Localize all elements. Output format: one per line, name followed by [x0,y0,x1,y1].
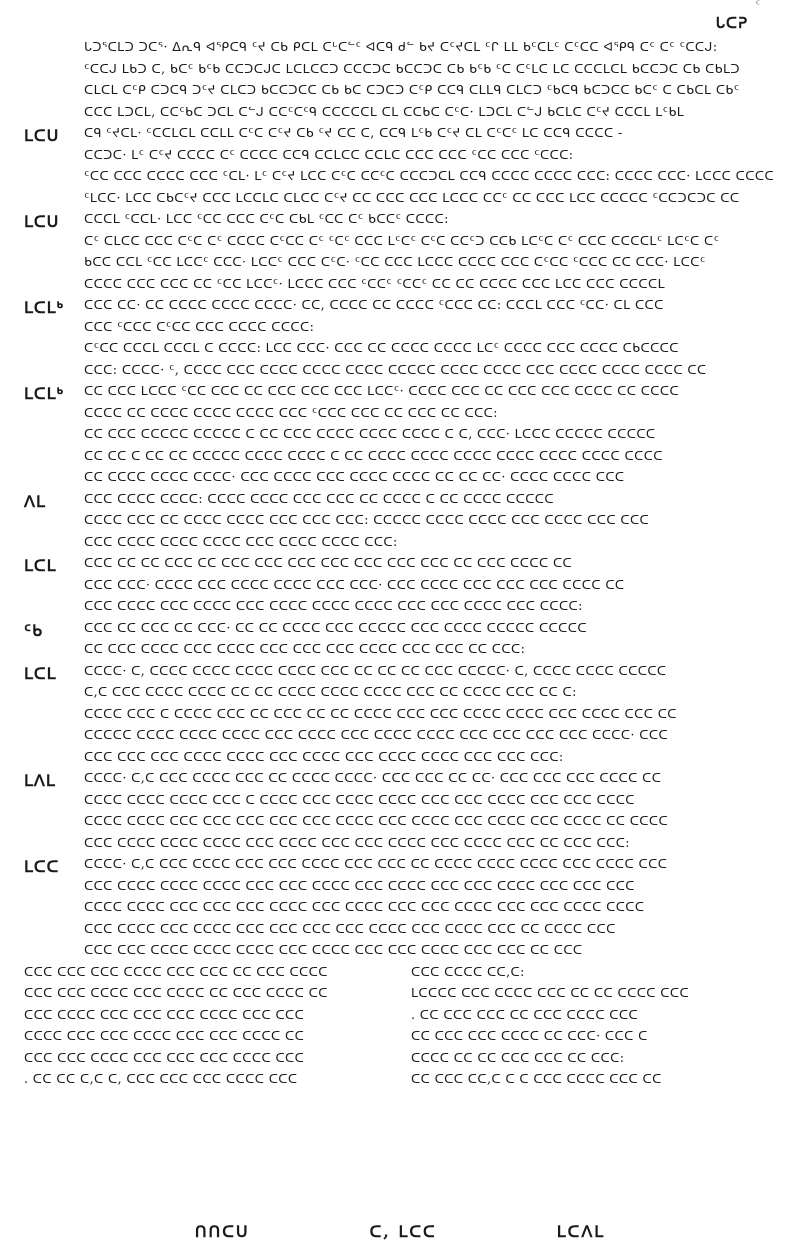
paragraph-lines [84,122,776,208]
section-marker: ᒪᐱᒪ [24,771,56,790]
text-line: ᑦᑕᑕ ᑕᑕᑕ ᑕᑕᑕᑕ ᑕᑕᑕ ᑦᑕᒪ· ᒪᑦ ᑕᑦᔪ ᒪᑕᑕ ᑕᑦᑕ ᑕᑕᑦᑕ ᑕᑕᑕᑐᑕᒪ ᑕᑕᑫ ᑕᑕᑕᑕ ᑕᑕᑕᑕ ᑕᑕᑕ: ᑕᑕᑕᑕ ᑕᑕᑕ· ᒪᑕᑕᑕ ᑕᑕᑕᑕ [84,168,775,183]
text-line: ᑕᑕᑕᑕ ᑕᑕᑕᑕ ᑕᑕᑕ ᑕᑕᑕ ᑕᑕᑕ ᑕᑕᑕᑕ ᑕᑕᑕ ᑕᑕᑕᑕ ᑕᑕᑕ ᑕᑕᑕ ᑕᑕᑕᑕ ᑕᑕᑕ ᑕᑕᑕ ᑕᑕᑕᑕ ᑕᑕᑕᑕ [84,899,645,914]
text-line: ᑕᑕᑕᑕ· ᑕ, ᑕᑕᑕᑕ ᑕᑕᑕᑕ ᑕᑕᑕᑕ ᑕᑕᑕᑕ ᑕᑕᑕ ᑕᑕ ᑕᑕ ᑕᑕ ᑕᑕᑕ ᑕᑕᑕᑕᑕ· ᑕ, ᑕᑕᑕᑕ ᑕᑕᑕᑕ ᑕᑕᑕᑕᑕ [84,662,667,678]
section-marker: ᒪᑕᑕ [24,857,60,876]
body-text [24,36,776,1090]
text-line: ᑕᑕᑕᑕ ᑕᑕ ᑕᑕ ᑕᑕᑕ ᑕᑕᑕ ᑕᑕ ᑕᑕᑕ: [411,1049,625,1065]
text-line: ᑕᑕᑕ ᑕᑕ· ᑕᑕ ᑕᑕᑕᑕ ᑕᑕᑕᑕ ᑕᑕᑕᑕ· ᑕᑕ, ᑕᑕᑕᑕ ᑕᑕ ᑕᑕᑕᑕ ᑦᑕᑕᑕ ᑕᑕ: ᑕᑕᑕᒪ ᑕᑕᑕ ᑦᑕᑕ· ᑕᒪ ᑕᑕᑕ [84,297,664,312]
text-line: ᑕᑕ ᑕᑕᑕᑕ ᑕᑕᑕᑕ ᑕᑕᑕᑕ· ᑕᑕᑕ ᑕᑕᑕᑕ ᑕᑕᑕ ᑕᑕᑕᑕ ᑕᑕᑕᑕ ᑕᑕ ᑕᑕ ᑕᑕ· ᑕᑕᑕᑕ ᑕᑕᑕᑕ ᑕᑕᑕ [84,469,625,484]
footer-right: ᒪᑕᐱᒪ [556,1222,606,1241]
section-marker: ᑦᑲ [24,620,43,640]
text-line: ᑕᑕᑕ ᑕᑕᑕᑕ ᑕᑕᑕ ᑕᑕᑕ ᑕᑕᑕ ᑕᑕᑕᑕ ᑕᑕᑕ ᑕᑕᑕ [24,1006,305,1022]
section-marker: ᒪᑕᒪ [24,556,57,575]
text-line: ᑕᑕᑕ ᑕᑕᑕᑕ ᑕᑕᑕ ᑕᑕᑕᑕ ᑕᑕᑕ ᑕᑕᑕ ᑕᑕᑕ ᑕᑕᑕ ᑕᑕᑕᑕ ᑕᑕᑕ ᑕᑕᑕᑕ ᑕᑕᑕ ᑕᑕ ᑕᑕᑕᑕ ᑕᑕᑕ [84,920,616,936]
text-line: ᑕᒪᑕᒪ ᑕᑦᑭ ᑕᑐᑕᑫ ᑐᑦᔪ ᑕᒪᑕᑐ ᑲᑕᑕᑐᑕᑕ ᑕᑲ ᑲᑕ ᑕᑐᑕᑐ ᑕᑦᑭ ᑕᑕᑫ ᑕᒪᒪᑫ ᑕᒪᑕᑐ ᑦᑲᑕᑫ ᑲᑕᑐᑕᑕ ᑲᑕᑦ ᑕ ᑕᑲᑕᒪ ᑕᑲᑦ [84,82,740,97]
paragraph-lines [84,767,776,853]
footer-center: ᑕ, ᒪᑕᑕ [369,1222,437,1241]
paragraph [24,660,776,768]
text-line: ᑕᑕᑕᒪ ᑦᑕᑕᒪ· ᒪᑕᑕ ᑦᑕᑕ ᑕᑕᑕ ᑕᑦᑕ ᑕᑲᒪ ᑦᑕᑕ ᑕᑦ ᑲᑕᑕᑦ ᑕᑕᑕᑕ: [84,211,449,226]
text-line: ᑕᑕᑕ ᑕᑕᑕ ᑕᑕᑕ ᑕᑕᑕᑕ ᑕᑕᑕ ᑕᑕᑕ ᑕᑕ ᑕᑕᑕ ᑕᑕᑕᑕ [24,963,328,979]
text-line: . ᑕᑕ ᑕᑕᑕ ᑕᑕᑕ ᑕᑕ ᑕᑕᑕ ᑕᑕᑕᑕ ᑕᑕᑕ [411,1006,639,1022]
column-left [24,961,389,1090]
text-line: ᑕᑕᑕᑕ· ᑕ,ᑕ ᑕᑕᑕ ᑕᑕᑕᑕ ᑕᑕᑕ ᑕᑕ ᑕᑕᑕᑕ ᑕᑕᑕᑕ· ᑕᑕᑕ ᑕᑕᑕ ᑕᑕ ᑕᑕ· ᑕᑕᑕ ᑕᑕᑕ ᑕᑕᑕ ᑕᑕᑕᑕ ᑕᑕ [84,770,662,785]
text-line: ᑕᑕ ᑕᑕᑕ ᑕᑕᑕ ᑕᑕᑕᑕ ᑕᑕ ᑕᑕᑕ· ᑕᑕᑕ ᑕ [411,1028,648,1043]
column-right [411,961,776,1090]
paragraph-lines [84,36,776,122]
text-line: ᑕᑕᑕ ᑕᑕ ᑕᑕ ᑕᑕᑕ ᑕᑕ ᑕᑕᑕ ᑕᑕᑕ ᑕᑕᑕ ᑕᑕᑕ ᑕᑕᑕ ᑕᑕᑕ ᑕᑕᑕ ᑕᑕ ᑕᑕᑕ ᑕᑕᑕᑕ ᑕᑕ [84,555,573,570]
paragraph [24,488,776,553]
text-line: ᑕᑕᑕ ᑕᑕᑕ ᑕᑕᑕᑕ ᑕᑕᑕᑕ ᑕᑕᑕᑕ ᑕᑕᑕ ᑕᑕᑕᑕ ᑕᑕᑕ ᑕᑕᑕ ᑕᑕᑕᑕ ᑕᑕᑕ ᑕᑕᑕ ᑕᑕ ᑕᑕᑕ [84,942,583,957]
text-line: . ᑕᑕ ᑕᑕ ᑕ,ᑕ ᑕ, ᑕᑕᑕ ᑕᑕᑕ ᑕᑕᑕ ᑕᑕᑕᑕ ᑕᑕᑕ [24,1071,298,1086]
paragraph-lines [84,294,776,380]
text-line: ᑕᑕᑐᑕ· ᒪᑦ ᑕᑦᔪ ᑕᑕᑕᑕ ᑕᑦ ᑕᑕᑕᑕ ᑕᑕᑫ ᑕᑕᒪᑕᑕ ᑕᑕᒪᑕ ᑕᑕᑕ ᑕᑕᑕ ᑦᑕᑕ ᑕᑕᑕ ᑦᑕᑕᑕ: [84,146,574,162]
text-line: ᑕᑕᑕ ᑕᑕᑕ ᑕᑕᑕ ᑕᑕᑕᑕ ᑕᑕᑕᑕ ᑕᑕᑕ ᑕᑕᑕᑕ ᑕᑕᑕ ᑕᑕᑕᑕ ᑕᑕᑕᑕ ᑕᑕᑕ ᑕᑕᑕ ᑕᑕᑕ: [84,748,564,764]
text-line: ᑕᑕᑕᑕ ᑕᑕᑕᑕ ᑕᑕᑕᑕ ᑕᑕᑕ ᑕ ᑕᑕᑕᑕ ᑕᑕᑕ ᑕᑕᑕᑕ ᑕᑕᑕᑕ ᑕᑕᑕ ᑕᑕᑕ ᑕᑕᑕᑕ ᑕᑕᑕ ᑕᑕᑕ ᑕᑕᑕᑕ [84,791,635,807]
paragraph [24,36,776,122]
text-line: ᑦᒪᑕᑕ· ᒪᑕᑕ ᑕᑲᑕᑦᔪ ᑕᑕᑕ ᒪᑕᑕᒪᑕ ᑕᒪᑕᑕ ᑕᑦᔪ ᑕᑕ ᑕᑕᑕ ᑕᑕᑕ ᒪᑕᑕᑕ ᑕᑕᑦ ᑕᑕ ᑕᑕᑕ ᒪᑕᑕ ᑕᑕᑕᑕᑕ ᑦᑕᑕᑐᑕᑐᑕ ᑕᑕ [84,189,740,205]
text-line: ᑕᑫ ᑦᔪᑕᒪ· ᑦᑕᑕᒪᑕᒪ ᑕᑕᒪᒪ ᑕᑦᑕ ᑕᑦᔪ ᑕᑲ ᑦᔪ ᑕᑕ ᑕ, ᑕᑕᑫ ᒪᑦᑲ ᑕᑦᔪ ᑕᒪ ᑕᑦᑕᑦ ᒪᑕ ᑕᑕᑫ ᑕᑕᑕᑕ - [84,125,623,140]
paragraph [24,552,776,617]
text-line: ᑕᑕᑕ ᑕᑕᑕᑕ ᑕᑕᑕ ᑕᑕᑕᑕ ᑕᑕᑕ ᑕᑕᑕᑕ ᑕᑕᑕᑕ ᑕᑕᑕᑕ ᑕᑕᑕ ᑕᑕᑕ ᑕᑕᑕᑕ ᑕᑕᑕ ᑕᑕᑕᑕ: [84,598,583,613]
paragraph-lines [84,380,776,488]
paragraph [24,380,776,488]
text-line: ᑕᑕᑕᑕ ᑕᑕᑕᑕ ᑕᑕᑕ ᑕᑕᑕ ᑕᑕᑕ ᑕᑕᑕ ᑕᑕᑕ ᑕᑕᑕᑕ ᑕᑕᑕ ᑕᑕᑕᑕ ᑕᑕᑕ ᑕᑕᑕᑕ ᑕᑕᑕ ᑕᑕᑕᑕ ᑕᑕ ᑕᑕᑕᑕ [84,813,669,828]
section-marker: ᒪᑕᑌ [24,126,60,145]
text-line: ᑕᑕᑕᑕ· ᑕ,ᑕ ᑕᑕᑕ ᑕᑕᑕᑕ ᑕᑕᑕ ᑕᑕᑕ ᑕᑕᑕᑕ ᑕᑕᑕ ᑕᑕᑕ ᑕᑕ ᑕᑕᑕᑕ ᑕᑕᑕᑕ ᑕᑕᑕᑕ ᑕᑕᑕ ᑕᑕᑕᑕ ᑕᑕᑕ [84,856,668,871]
paragraph-lines [84,853,776,961]
text-line: ᑕ,ᑕ ᑕᑕᑕ ᑕᑕᑕᑕ ᑕᑕᑕᑕ ᑕᑕ ᑕᑕ ᑕᑕᑕᑕ ᑕᑕᑕᑕ ᑕᑕᑕᑕ ᑕᑕᑕ ᑕᑕ ᑕᑕᑕᑕ ᑕᑕᑕ ᑕᑕ ᑕ: [84,684,577,699]
text-line: ᑕᑕ ᑕᑕᑕ ᑕᑕ,ᑕ ᑕ ᑕ ᑕᑕᑕ ᑕᑕᑕᑕ ᑕᑕᑕ ᑕᑕ [411,1071,662,1086]
text-line: ᒐᑐᕐᑕᒪᑐ ᑐᑕᕐ· ᐃᕆᑫ ᐊᕿᑕᑫ ᑦᔪ ᑕᑲ ᑭᑕᒪ ᑕᒡᑕᓪᑦ ᐊᑕᑫ ᑯᓪ ᑲᔪ ᑕᑦᔪᑕᒪ ᑦᒋ ᒪᒪ ᑲᑦᑕᒪᑦ ᑕᑦᑕᑕ ᐊᕿᑫ ᑕᑦ ᑕᑦ ᑦᑕᑕᒍ: [84,39,718,54]
paragraph [24,122,776,208]
text-line: ᒪᑕᑕᑕᑕ ᑕᑕᑕ ᑕᑕᑕᑕ ᑕᑕᑕ ᑕᑕ ᑕᑕ ᑕᑕᑕᑕ ᑕᑕᑕ [411,985,690,1000]
section-marker: ᒪᑕᑌ [24,212,60,231]
section-marker: ᒪᑕᒪᒃ [24,384,65,403]
text-line: ᑕᑕᑕ: ᑕᑕᑕᑕ· ᑦ, ᑕᑕᑕᑕ ᑕᑕᑕ ᑕᑕᑕᑕ ᑕᑕᑕᑕ ᑕᑕᑕᑕ ᑕᑕᑕᑕᑕ ᑕᑕᑕᑕ ᑕᑕᑕᑕ ᑕᑕᑕ ᑕᑕᑕᑕ ᑕᑕᑕᑕ ᑕᑕᑕᑕ ᑕᑕ [84,361,707,377]
text-line: ᑕᑦᑕᑕ ᑕᑕᑕᒪ ᑕᑕᑕᒪ ᑕ ᑕᑕᑕᑕ: ᒪᑕᑕ ᑕᑕᑕ· ᑕᑕᑕ ᑕᑕ ᑕᑕᑕᑕ ᑕᑕᑕᑕ ᒪᑕᑦ ᑕᑕᑕᑕ ᑕᑕᑕ ᑕᑕᑕᑕ ᑕᑲᑕᑕᑕᑕ [84,340,679,355]
text-line: ᑕᑕᑕ ᑕᑕᑕᑕ ᑕᑕᑕᑕ ᑕᑕᑕᑕ ᑕᑕᑕ ᑕᑕᑕᑕ ᑕᑕᑕ ᑕᑕᑕ ᑕᑕᑕᑕ ᑕᑕᑕ ᑕᑕᑕᑕ ᑕᑕᑕ ᑕᑕ ᑕᑕᑕ ᑕᑕᑕ: [84,834,630,850]
corner-mark: ᑦ [755,0,760,11]
paragraph [24,853,776,961]
footer-left: ᑎᑎᑕᑌ [194,1222,250,1241]
paragraph [24,767,776,853]
text-line: ᑕᑕᑕᑕ ᑕᑕᑕ ᑕ ᑕᑕᑕᑕ ᑕᑕᑕ ᑕᑕ ᑕᑕᑕ ᑕᑕ ᑕᑕ ᑕᑕᑕᑕ ᑕᑕᑕ ᑕᑕᑕ ᑕᑕᑕᑕ ᑕᑕᑕᑕ ᑕᑕᑕ ᑕᑕᑕᑕ ᑕᑕᑕ ᑕᑕ [84,705,677,721]
paragraph-lines [84,617,776,660]
paragraph-lines [84,208,776,294]
text-line: ᑕᑕᑕ ᑕᑕᑕ· ᑕᑕᑕᑕ ᑕᑕᑕ ᑕᑕᑕᑕ ᑕᑕᑕᑕ ᑕᑕᑕ ᑕᑕᑕ· ᑕᑕᑕ ᑕᑕᑕᑕ ᑕᑕᑕ ᑕᑕᑕ ᑕᑕᑕ ᑕᑕᑕᑕ ᑕᑕ [84,576,625,592]
text-line: ᑕᑕᑕ ᑕᑕᑕᑕ ᑕᑕᑕᑕ: ᑕᑕᑕᑕ ᑕᑕᑕᑕ ᑕᑕᑕ ᑕᑕᑕ ᑕᑕ ᑕᑕᑕᑕ ᑕ ᑕᑕ ᑕᑕᑕᑕ ᑕᑕᑕᑕᑕ [84,490,554,506]
paragraph [24,208,776,294]
page-footer [0,1222,800,1241]
two-column-block [24,961,776,1090]
text-line: ᑕᑕ ᑕᑕᑕ ᑕᑕᑕᑕ ᑕᑕᑕ ᑕᑕᑕᑕ ᑕᑕᑕ ᑕᑕᑕ ᑕᑕᑕ ᑕᑕᑕᑕ ᑕᑕᑕ ᑕᑕᑕ ᑕᑕ ᑕᑕᑕ: [84,641,526,656]
text-line: ᑕᑕᑕ ᑕᑕᑕ ᑕᑕᑕᑕ ᑕᑕᑕ ᑕᑕᑕ ᑕᑕᑕ ᑕᑕᑕᑕ ᑕᑕᑕ [24,1049,305,1065]
paragraph [24,617,776,660]
text-line: ᑕᑦ ᑕᒪᑕᑕ ᑕᑕᑕ ᑕᑦᑕ ᑕᑦ ᑕᑕᑕᑕ ᑕᑦᑕᑕ ᑕᑦ ᑦᑕᑦ ᑕᑕᑕ ᒪᑦᑕᑦ ᑕᑦᑕ ᑕᑕᑦᑐ ᑕᑕᑲ ᒪᑕᑦᑕ ᑕᑦ ᑕᑕᑕ ᑕᑕᑕᑕᒪᑦ ᒪᑕᑦᑕ ᑕᑦ [84,232,720,248]
text-line: ᑕᑕᑕ ᑕᑕᑕᑕ ᑕᑕᑕᑕ ᑕᑕᑕᑕ ᑕᑕᑕ ᑕᑕᑕᑕ ᑕᑕᑕᑕ ᑕᑕᑕ: [84,533,398,549]
paragraph-lines [84,552,776,617]
text-line: ᑦᑕᑕᒍ ᒪᑲᑐ ᑕ, ᑲᑕᑦ ᑲᑦᑲ ᑕᑕᑐᑕᒍᑕ ᒪᑕᒪᑕᑕᑐ ᑕᑕᑕᑐᑕ ᑲᑕᑕᑐᑕ ᑕᑲ ᑲᑦᑲ ᑦᑕ ᑕᑦᒪᑕ ᒪᑕ ᑕᑕᑕᒪᑕᒪ ᑲᑕᑕᑐᑕ ᑕᑲ ᑕᑲᒪᑐ [84,60,741,76]
text-line: ᑕᑕᑕᑕᑕ ᑕᑕᑕᑕ ᑕᑕᑕᑕ ᑕᑕᑕᑕ ᑕᑕᑕ ᑕᑕᑕᑕ ᑕᑕᑕ ᑕᑕᑕᑕ ᑕᑕᑕᑕ ᑕᑕᑕ ᑕᑕᑕ ᑕᑕᑕ ᑕᑕᑕ ᑕᑕᑕᑕ· ᑕᑕᑕ [84,727,669,742]
paragraph [24,294,776,380]
text-line: ᑕᑕᑕ ᑕᑕᑕᑕ ᑕᑕ,ᑕ: [411,963,525,979]
text-line: ᑕᑕᑕ ᑕᑕᑕᑕ ᑕᑕᑕᑕ ᑕᑕᑕᑕ ᑕᑕᑕ ᑕᑕᑕ ᑕᑕᑕᑕ ᑕᑕᑕ ᑕᑕᑕᑕ ᑕᑕᑕ ᑕᑕᑕ ᑕᑕᑕᑕ ᑕᑕᑕ ᑕᑕᑕ ᑕᑕᑕ [84,877,635,893]
text-line: ᑕᑕ ᑕᑕ ᑕ ᑕᑕ ᑕᑕ ᑕᑕᑕᑕᑕ ᑕᑕᑕᑕ ᑕᑕᑕᑕ ᑕ ᑕᑕ ᑕᑕᑕᑕ ᑕᑕᑕᑕ ᑕᑕᑕᑕ ᑕᑕᑕᑕ ᑕᑕᑕᑕ ᑕᑕᑕᑕ ᑕᑕᑕᑕ [84,447,663,463]
text-line: ᑕᑕ ᑕᑕᑕ ᒪᑕᑕᑕ ᑦᑕᑕ ᑕᑕᑕ ᑕᑕ ᑕᑕᑕ ᑕᑕᑕ ᑕᑕᑕ ᒪᑕᑕᑦ· ᑕᑕᑕᑕ ᑕᑕᑕ ᑕᑕ ᑕᑕᑕ ᑕᑕᑕ ᑕᑕᑕᑕ ᑕᑕ ᑕᑕᑕᑕ [84,383,680,398]
section-marker: ᒪᑕᒪ [24,663,57,683]
paragraph-lines [84,660,776,768]
text-line: ᑕᑕᑕ ᑕᑕᑕ ᑕᑕᑕᑕ ᑕᑕᑕ ᑕᑕᑕᑕ ᑕᑕ ᑕᑕᑕ ᑕᑕᑕᑕ ᑕᑕ [24,985,328,1000]
text-line: ᑕᑕᑕ ᑦᑕᑕᑕ ᑕᑦᑕᑕ ᑕᑕᑕ ᑕᑕᑕᑕ ᑕᑕᑕᑕ: [84,318,315,334]
text-line: ᑕᑕ ᑕᑕᑕ ᑕᑕᑕᑕᑕ ᑕᑕᑕᑕᑕ ᑕ ᑕᑕ ᑕᑕᑕ ᑕᑕᑕᑕ ᑕᑕᑕᑕ ᑕᑕᑕᑕ ᑕ ᑕ, ᑕᑕᑕ· ᒪᑕᑕᑕ ᑕᑕᑕᑕᑕ ᑕᑕᑕᑕᑕ [84,426,656,441]
text-line: ᑲᑕᑕ ᑕᑕᒪ ᑦᑕᑕ ᒪᑕᑕᑦ ᑕᑕᑕ· ᒪᑕᑕᑦ ᑕᑕᑕ ᑕᑦᑕ· ᑦᑕᑕ ᑕᑕᑕ ᒪᑕᑕᑕ ᑕᑕᑕᑕ ᑕᑕᑕ ᑕᑦᑕᑕ ᑦᑕᑕᑕ ᑕᑕ ᑕᑕᑕ· ᒪᑕᑕᑦ [84,254,706,269]
text-line: ᑕᑕᑕᑕ ᑕᑕᑕ ᑕᑕᑕ ᑕᑕ ᑦᑕᑕ ᒪᑕᑕᑦ· ᒪᑕᑕᑕ ᑕᑕᑕ ᑦᑕᑕᑦ ᑦᑕᑕᑦ ᑕᑕ ᑕᑕ ᑕᑕᑕᑕ ᑕᑕᑕ ᒪᑕᑕ ᑕᑕᑕ ᑕᑕᑕᑕᒪ [84,275,666,291]
text-line: ᑕᑕᑕ ᑕᑕ ᑕᑕᑕ ᑕᑕ ᑕᑕᑕ· ᑕᑕ ᑕᑕ ᑕᑕᑕᑕ ᑕᑕᑕ ᑕᑕᑕᑕᑕ ᑕᑕᑕ ᑕᑕᑕᑕ ᑕᑕᑕᑕᑕ ᑕᑕᑕᑕᑕ [84,619,587,635]
section-marker: ᐱᒪ [24,491,46,511]
paragraph-lines [84,488,776,553]
text-line: ᑕᑕᑕᑕ ᑕᑕ ᑕᑕᑕᑕ ᑕᑕᑕᑕ ᑕᑕᑕᑕ ᑕᑕᑕ ᑦᑕᑕᑕ ᑕᑕᑕ ᑕᑕ ᑕᑕᑕ ᑕᑕ ᑕᑕᑕ: [84,404,498,420]
running-title: ᒐᑕᕈ [715,14,748,32]
text-line: ᑕᑕᑕ ᒪᑐᑕᒪ, ᑕᑕᑦᑲᑕ ᑐᑕᒪ ᑕᓪᒍ ᑕᑕᑦᑕᑦᑫ ᑕᑕᑕᑕᑕᒪ ᑕᒪ ᑕᑕᑲᑕ ᑕᑦᑕ· ᒪᑐᑕᒪ ᑕᓪᒍ ᑲᑕᒪᑕ ᑕᑦᔪ ᑕᑕᑕᒪ ᒪᑦᑲᒪ [84,103,685,119]
section-marker: ᒪᑕᒪᒃ [24,298,65,317]
text-line: ᑕᑕᑕᑕ ᑕᑕᑕ ᑕᑕᑕ ᑕᑕᑕᑕ ᑕᑕᑕ ᑕᑕᑕ ᑕᑕᑕᑕ ᑕᑕ [24,1028,305,1043]
text-line: ᑕᑕᑕᑕ ᑕᑕᑕ ᑕᑕ ᑕᑕᑕᑕ ᑕᑕᑕᑕ ᑕᑕᑕ ᑕᑕᑕ ᑕᑕᑕ: ᑕᑕᑕᑕᑕ ᑕᑕᑕᑕ ᑕᑕᑕᑕ ᑕᑕᑕ ᑕᑕᑕᑕ ᑕᑕᑕ ᑕᑕᑕ [84,512,650,527]
section-marker [24,36,84,40]
